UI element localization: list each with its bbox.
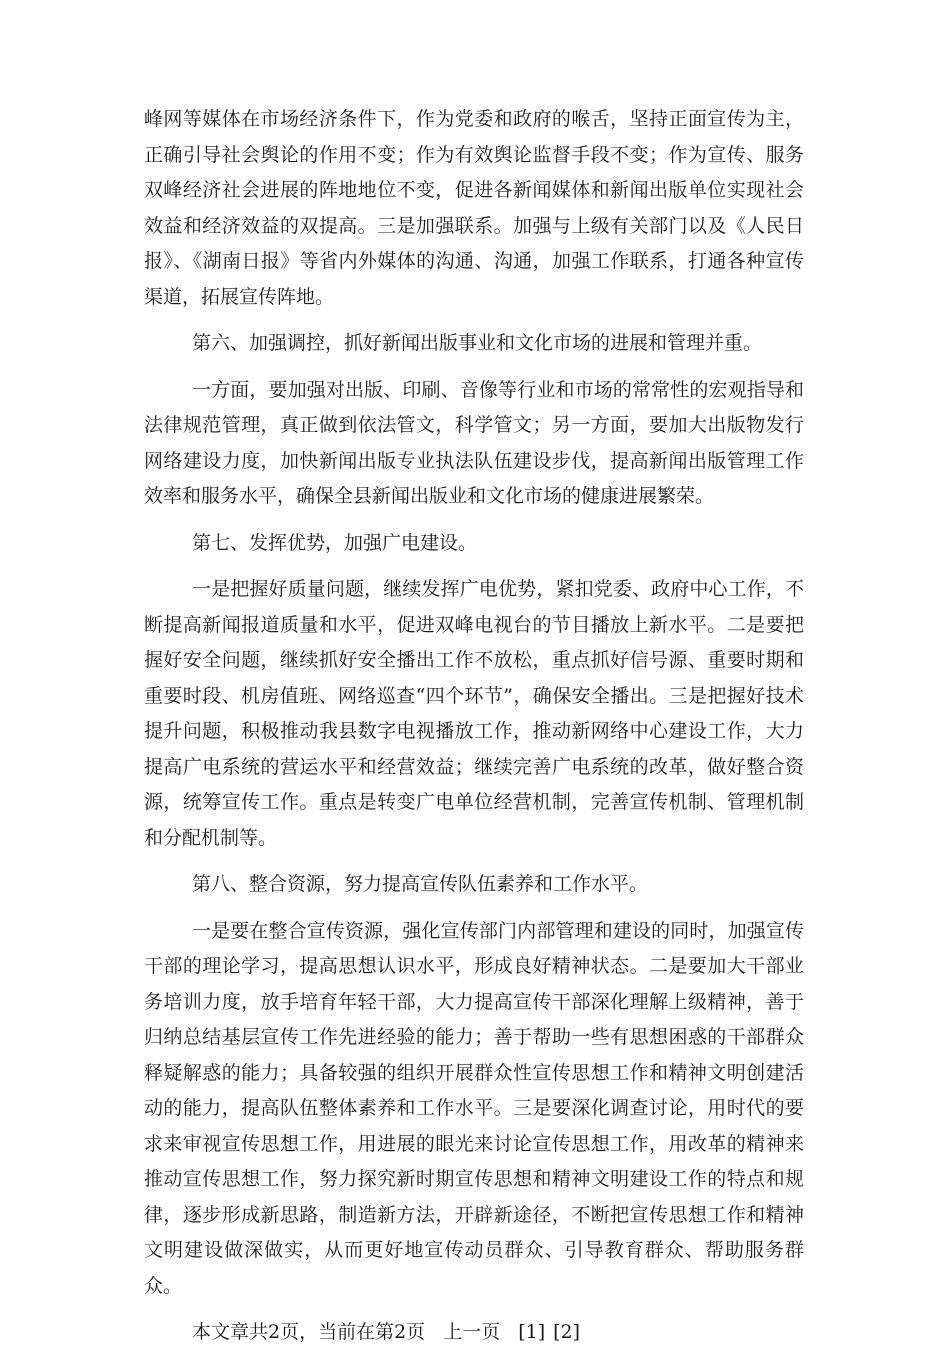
prev-page-link[interactable]: 上一页 — [443, 1321, 501, 1343]
document-page — [144, 102, 804, 1351]
page-link-2[interactable]: [2] — [553, 1321, 581, 1343]
heading-section-seven: 第七、发挥优势，加强广电建设。 — [192, 531, 478, 554]
paragraph-section-seven-body: 一是把握好质量问题，继续发挥广电优势，紧扣党委、政府中心工作，不断提高新闻报道质量和水平，促进双峰电视台的节目播放上新水平。二是要把握好安全问题，继续抓好安全播出工作不放松，重点抓好信号源、重要时期和重要时段、机房值班、网络巡查“四个环节”，确保安全播出。三是把握好技术提升问题，积极推动我县数字电视播放工作，推动新网络中心建设工作，大力提高广电系统的营运水平和经营效益；继续完善广电系统的改革，做好整合资源，统筹宣传工作。重点是转变广电单位经营机制，完善宣传机制、管理机制和分配机制等。 — [144, 578, 804, 849]
pagination — [144, 1315, 804, 1351]
paragraph-section-six-body: 一方面，要加强对出版、印刷、音像等行业和市场的常常性的宏观指导和法律规范管理，真正做到依法管文，科学管文；另一方面，要加大出版物发行网络建设力度，加快新闻出版专业执法队伍建设步伐，提高新闻出版管理工作效率和服务水平，确保全县新闻出版业和文化市场的健康进展繁荣。 — [144, 378, 804, 507]
heading-section-six: 第六、加强调控，抓好新闻出版事业和文化市场的进展和管理并重。 — [192, 332, 763, 354]
pagination-summary: 本文章共2页，当前在第2页 — [192, 1321, 426, 1343]
page-link-1[interactable]: [1] — [518, 1321, 546, 1343]
paragraph-continuation: 峰网等媒体在市场经济条件下，作为党委和政府的喉舌，坚持正面宣传为主，正确引导社会舆论的作用不变；作为有效舆论监督手段不变；作为宣传、服务双峰经济社会进展的阵地地位不变，促进各新闻媒体和新闻出版单位实现社会效益和经济效益的双提高。三是加强联系。加强与上级有关部门以及《人民日报》、《湖南日报》等省内外媒体的沟通、沟通，加强工作联系，打通各种宣传渠道，拓展宣传阵地。 — [144, 108, 804, 308]
heading-section-eight: 第八、整合资源，努力提高宣传队伍素养和工作水平。 — [192, 873, 649, 895]
paragraph-section-eight-body: 一是要在整合宣传资源，强化宣传部门内部管理和建设的同时，加强宣传干部的理论学习，提高思想认识水平，形成良好精神状态。二是要加大干部业务培训力度，放手培育年轻干部，大力提高宣传干部深化理解上级精神，善于归纳总结基层宣传工作先进经验的能力；善于帮助一些有思想困惑的干部群众释疑解惑的能力；具备较强的组织开展群众性宣传思想工作和精神文明创建活动的能力，提高队伍整体素养和工作水平。三是要深化调查讨论，用时代的要求来审视宣传思想工作，用进展的眼光来讨论宣传思想工作，用改革的精神来推动宣传思想工作，努力探究新时期宣传思想和精神文明建设工作的特点和规律，逐步形成新思路，制造新方法，开辟新途径，不断把宣传思想工作和精神文明建设做深做实，从而更好地宣传动员群众、引导教育群众、帮助服务群众。 — [144, 919, 804, 1297]
